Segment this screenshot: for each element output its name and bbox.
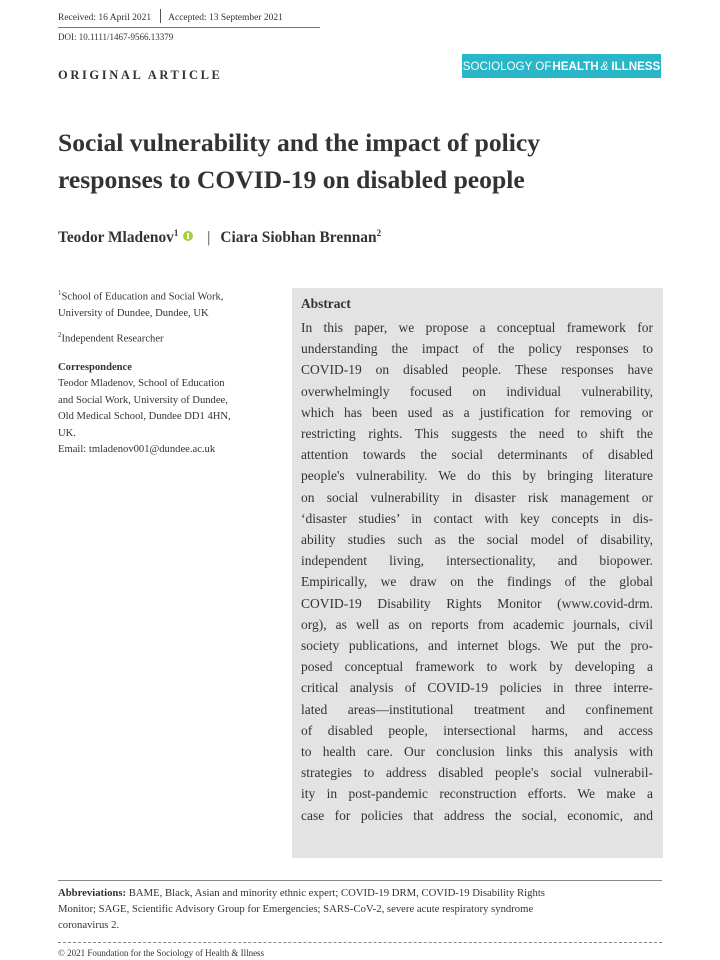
abbreviations-text: coronavirus 2. <box>58 919 120 931</box>
abstract-line: strategies to address disabled people's social vulnerabil- <box>301 765 653 781</box>
author-list <box>58 228 381 247</box>
correspondence-email[interactable]: Email: tmladenov001@dundee.ac.uk <box>58 444 216 456</box>
affiliation-sup: 1 <box>58 289 62 297</box>
orcid-icon[interactable] <box>183 231 193 241</box>
abstract-line: on social vulnerability in disaster risk management or <box>301 489 653 505</box>
author-name[interactable]: Teodor Mladenov <box>58 229 174 247</box>
affiliation-1 <box>58 285 268 306</box>
abstract-line: overwhelmingly focused on individual vulnerability, <box>301 383 653 399</box>
author-affiliation-sup: 1 <box>173 228 179 238</box>
abbreviations-text: Monitor; SAGE, Scientific Advisory Group for Emergencies; SARS-CoV-2, severe acute respiratory syndrome <box>58 903 534 915</box>
abstract-line: COVID-19 on disabled people. These responses have <box>301 362 653 378</box>
correspondence-line: and Social Work, University of Dundee, <box>58 394 228 406</box>
journal-name-part1: SOCIOLOGY OF <box>462 59 552 73</box>
title-line-1: Social vulnerability and the impact of policy <box>58 128 541 157</box>
affiliations-column <box>58 285 268 459</box>
abstract-line: ability studies such as the social model of disability, <box>301 532 653 548</box>
abstract-line: of disabled people, intersectional harms, and access <box>301 722 653 738</box>
title-line-2: responses to COVID-19 on disabled people <box>58 165 525 194</box>
abstract-line: posed conceptual framework to work by developing a <box>301 659 653 675</box>
copyright: © 2021 Foundation for the Sociology of Health & Illness <box>58 948 265 958</box>
author-name[interactable]: Ciara Siobhan Brennan <box>220 229 377 247</box>
copyright-rule <box>58 942 662 943</box>
meta-divider <box>160 9 161 23</box>
abbreviations-label: Abbreviations: <box>58 887 127 899</box>
author-separator: | <box>207 229 211 247</box>
journal-name-part2: HEALTH <box>552 59 599 73</box>
doi: DOI: 10.1111/1467-9566.13379 <box>58 32 174 42</box>
abstract-line: ‘disaster studies’ in contact with key concepts in dis- <box>301 510 653 526</box>
publication-dates <box>58 9 283 23</box>
affiliation-text: Independent Researcher <box>61 333 164 345</box>
correspondence-line: Old Medical School, Dundee DD1 4HN, <box>58 411 231 423</box>
abstract-line: critical analysis of COVID-19 policies in three interre- <box>301 680 653 696</box>
correspondence-line: UK. <box>58 427 76 439</box>
abstract-line: lated areas—institutional treatment and confinement <box>301 701 653 717</box>
abstract-line: people's vulnerability. We do this by bringing literature <box>301 468 653 484</box>
abstract-line: independent living, intersectionality, and biopower. <box>301 553 653 569</box>
paper-title <box>58 124 658 198</box>
meta-rule <box>58 27 320 28</box>
journal-name-part3: ILLNESS <box>611 59 661 73</box>
abstract-line: attention towards the social determinants of disabled <box>301 447 653 463</box>
affiliation-sup: 2 <box>58 330 62 339</box>
abstract-line: In this paper, we propose a conceptual framework for <box>301 320 653 335</box>
abstract-line: restricting rights. This suggests the need to shift the <box>301 426 653 442</box>
abstract-line: understanding the impact of the policy responses to <box>301 341 653 357</box>
affiliation-text: School of Education and Social Work, <box>61 291 224 303</box>
footnote-rule <box>58 880 662 881</box>
journal-name-amp: & <box>600 59 609 73</box>
abstract-line: case for policies that address the social, economic, and <box>301 807 653 823</box>
abstract-line: ity in post-pandemic reconstruction efforts. We make a <box>301 786 653 802</box>
received-date: Received: 16 April 2021 <box>58 13 152 23</box>
correspondence-line: Teodor Mladenov, School of Education <box>58 378 225 390</box>
journal-logo <box>462 54 661 78</box>
abstract-body <box>301 317 653 826</box>
abstract-line: COVID-19 Disability Rights Monitor (www.covid-drm. <box>301 595 653 611</box>
author-affiliation-sup: 2 <box>376 228 382 238</box>
abbreviations-text: BAME, Black, Asian and minority ethnic expert; COVID-19 DRM, COVID-19 Disability Rights <box>128 887 545 899</box>
abstract-line: org), as well as on reports from academic journals, civil <box>301 616 653 632</box>
abstract-heading: Abstract <box>301 296 351 311</box>
abstract-line: Empirically, we draw on the findings of the global <box>301 574 653 590</box>
abbreviations <box>58 885 662 933</box>
correspondence-heading: Correspondence <box>58 361 132 373</box>
affiliation-1-cont: University of Dundee, Dundee, UK <box>58 308 209 320</box>
abstract-line: to health care. Our conclusion links this analysis with <box>301 744 653 760</box>
affiliation-2 <box>58 327 268 348</box>
accepted-date: Accepted: 13 September 2021 <box>168 13 283 23</box>
abstract-line: society publications, and internet blogs. We put the pro- <box>301 638 653 654</box>
abstract-line: which has been used as a justification for removing or <box>301 404 653 420</box>
article-type: ORIGINAL ARTICLE <box>58 68 223 82</box>
abstract-box <box>292 288 663 858</box>
